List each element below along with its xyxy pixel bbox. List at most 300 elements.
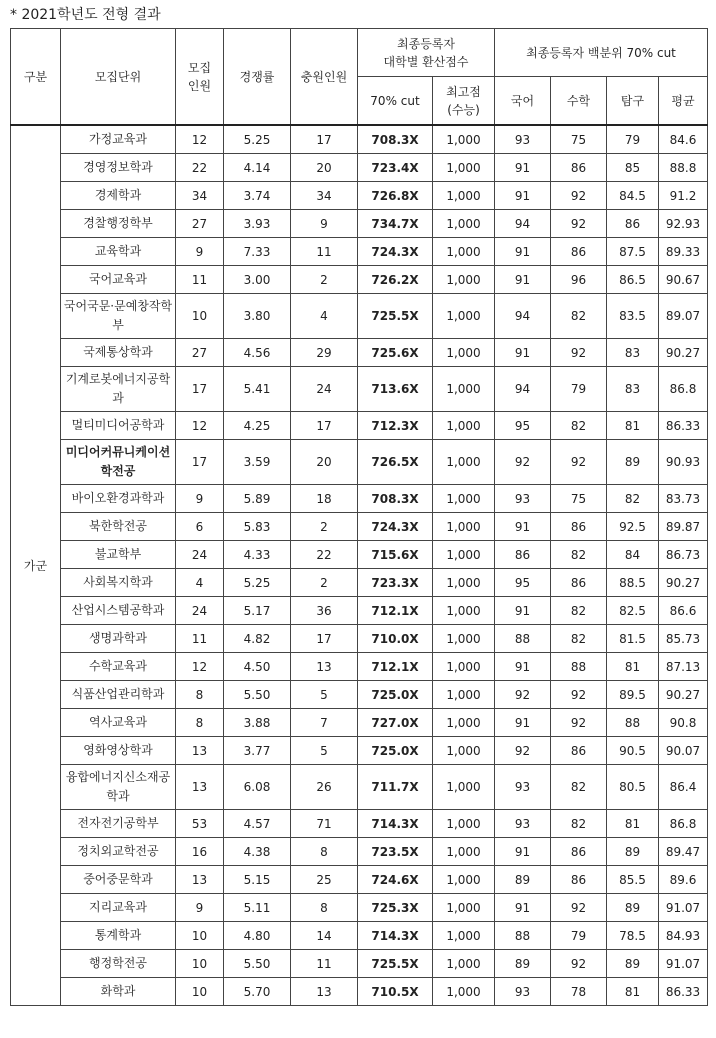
cell-average: 86.33: [659, 978, 708, 1006]
cell-max: 1,000: [433, 294, 495, 339]
cell-average: 84.6: [659, 125, 708, 154]
cell-unit: 국어국문·문예창작학부: [61, 294, 176, 339]
cell-quota: 17: [176, 367, 224, 412]
cell-max: 1,000: [433, 266, 495, 294]
cell-average: 90.93: [659, 440, 708, 485]
cell-cut70: 712.3X: [358, 412, 433, 440]
cell-inquiry: 83.5: [607, 294, 659, 339]
cell-quota: 8: [176, 709, 224, 737]
cell-average: 90.27: [659, 569, 708, 597]
cell-math: 79: [551, 922, 607, 950]
cell-unit: 경찰행정학부: [61, 210, 176, 238]
cell-max: 1,000: [433, 838, 495, 866]
header-math: 수학: [551, 77, 607, 126]
cell-inquiry: 84: [607, 541, 659, 569]
cell-korean: 91: [495, 238, 551, 266]
cell-unit: 가정교육과: [61, 125, 176, 154]
cell-competition: 3.93: [224, 210, 291, 238]
cell-competition: 5.89: [224, 485, 291, 513]
cell-extra: 25: [291, 866, 358, 894]
cell-extra: 17: [291, 625, 358, 653]
table-row: [11, 266, 708, 294]
cell-max: 1,000: [433, 894, 495, 922]
cell-quota: 13: [176, 765, 224, 810]
cell-average: 92.93: [659, 210, 708, 238]
cell-korean: 92: [495, 681, 551, 709]
header-max-line2: (수능): [447, 102, 480, 117]
cell-average: 85.73: [659, 625, 708, 653]
cell-cut70: 714.3X: [358, 922, 433, 950]
cell-competition: 4.33: [224, 541, 291, 569]
cell-extra: 22: [291, 541, 358, 569]
cell-inquiry: 89: [607, 838, 659, 866]
cell-korean: 94: [495, 210, 551, 238]
cell-average: 86.8: [659, 367, 708, 412]
cell-cut70: 724.3X: [358, 238, 433, 266]
cell-max: 1,000: [433, 950, 495, 978]
header-competition: 경쟁률: [224, 29, 291, 126]
cell-quota: 9: [176, 894, 224, 922]
header-final-score: [358, 29, 495, 77]
cell-competition: 5.41: [224, 367, 291, 412]
cell-cut70: 713.6X: [358, 367, 433, 412]
cell-unit: 국어교육과: [61, 266, 176, 294]
table-row: [11, 737, 708, 765]
cell-max: 1,000: [433, 541, 495, 569]
cell-max: 1,000: [433, 810, 495, 838]
cell-korean: 94: [495, 367, 551, 412]
cell-math: 92: [551, 950, 607, 978]
table-row: [11, 339, 708, 367]
cell-max: 1,000: [433, 765, 495, 810]
cell-korean: 95: [495, 412, 551, 440]
header-gubun: 구분: [11, 29, 61, 126]
cell-average: 83.73: [659, 485, 708, 513]
cell-inquiry: 81: [607, 653, 659, 681]
cell-average: 90.8: [659, 709, 708, 737]
cell-korean: 93: [495, 485, 551, 513]
header-percentile: 최종등록자 백분위 70% cut: [495, 29, 708, 77]
cell-math: 92: [551, 182, 607, 210]
cell-extra: 8: [291, 838, 358, 866]
table-row: [11, 653, 708, 681]
cell-korean: 92: [495, 440, 551, 485]
cell-max: 1,000: [433, 569, 495, 597]
cell-inquiry: 82: [607, 485, 659, 513]
cell-unit: 미디어커뮤니케이션학전공: [61, 440, 176, 485]
cell-extra: 71: [291, 810, 358, 838]
cell-cut70: 726.8X: [358, 182, 433, 210]
cell-max: 1,000: [433, 681, 495, 709]
table-row: [11, 182, 708, 210]
cell-korean: 93: [495, 810, 551, 838]
cell-cut70: 725.6X: [358, 339, 433, 367]
cell-max: 1,000: [433, 866, 495, 894]
cell-extra: 14: [291, 922, 358, 950]
cell-inquiry: 89.5: [607, 681, 659, 709]
cell-korean: 91: [495, 182, 551, 210]
cell-inquiry: 83: [607, 367, 659, 412]
cell-extra: 24: [291, 367, 358, 412]
header-max-line1: 최고점: [446, 84, 481, 99]
table-row: [11, 440, 708, 485]
cell-inquiry: 78.5: [607, 922, 659, 950]
cell-average: 91.07: [659, 894, 708, 922]
cell-inquiry: 89: [607, 894, 659, 922]
cell-inquiry: 81: [607, 810, 659, 838]
cell-unit: 통계학과: [61, 922, 176, 950]
cell-unit: 영화영상학과: [61, 737, 176, 765]
header-unit: 모집단위: [61, 29, 176, 126]
cell-extra: 20: [291, 440, 358, 485]
cell-unit: 정치외교학전공: [61, 838, 176, 866]
cell-inquiry: 83: [607, 339, 659, 367]
cell-unit: 행정학전공: [61, 950, 176, 978]
cell-unit: 불교학부: [61, 541, 176, 569]
cell-average: 90.27: [659, 681, 708, 709]
document-caption: * 2021학년도 전형 결과: [10, 7, 161, 23]
cell-quota: 10: [176, 922, 224, 950]
cell-extra: 11: [291, 950, 358, 978]
cell-max: 1,000: [433, 737, 495, 765]
cell-competition: 4.57: [224, 810, 291, 838]
cell-unit: 산업시스템공학과: [61, 597, 176, 625]
cell-average: 86.4: [659, 765, 708, 810]
cell-math: 92: [551, 210, 607, 238]
cell-inquiry: 89: [607, 950, 659, 978]
cell-math: 86: [551, 838, 607, 866]
cell-extra: 9: [291, 210, 358, 238]
cell-competition: 3.59: [224, 440, 291, 485]
cell-math: 88: [551, 653, 607, 681]
cell-unit: 융합에너지신소재공학과: [61, 765, 176, 810]
table-row: [11, 238, 708, 266]
cell-competition: 7.33: [224, 238, 291, 266]
cell-extra: 5: [291, 737, 358, 765]
cell-math: 82: [551, 625, 607, 653]
cell-math: 86: [551, 737, 607, 765]
cell-cut70: 708.3X: [358, 485, 433, 513]
cell-competition: 5.25: [224, 125, 291, 154]
header-inquiry: 탐구: [607, 77, 659, 126]
cell-max: 1,000: [433, 339, 495, 367]
cell-unit: 바이오환경과학과: [61, 485, 176, 513]
cell-cut70: 724.3X: [358, 513, 433, 541]
cell-cut70: 725.0X: [358, 737, 433, 765]
cell-cut70: 725.3X: [358, 894, 433, 922]
cell-inquiry: 85: [607, 154, 659, 182]
cell-average: 89.47: [659, 838, 708, 866]
cell-competition: 4.50: [224, 653, 291, 681]
table-row: [11, 950, 708, 978]
cell-competition: 5.15: [224, 866, 291, 894]
cell-average: 86.6: [659, 597, 708, 625]
cell-inquiry: 84.5: [607, 182, 659, 210]
admission-results-table: [10, 28, 708, 1006]
cell-quota: 16: [176, 838, 224, 866]
cell-math: 82: [551, 412, 607, 440]
cell-average: 86.33: [659, 412, 708, 440]
cell-quota: 9: [176, 485, 224, 513]
cell-quota: 8: [176, 681, 224, 709]
cell-average: 87.13: [659, 653, 708, 681]
cell-korean: 91: [495, 597, 551, 625]
cell-quota: 13: [176, 866, 224, 894]
cell-competition: 3.74: [224, 182, 291, 210]
cell-quota: 4: [176, 569, 224, 597]
cell-competition: 3.77: [224, 737, 291, 765]
cell-average: 90.27: [659, 339, 708, 367]
table-row: [11, 681, 708, 709]
cell-cut70: 724.6X: [358, 866, 433, 894]
cell-quota: 10: [176, 978, 224, 1006]
table-row: [11, 412, 708, 440]
cell-inquiry: 81: [607, 412, 659, 440]
cell-math: 82: [551, 597, 607, 625]
cell-quota: 10: [176, 950, 224, 978]
cell-average: 90.07: [659, 737, 708, 765]
cell-max: 1,000: [433, 513, 495, 541]
cell-extra: 7: [291, 709, 358, 737]
cell-korean: 88: [495, 625, 551, 653]
cell-inquiry: 86.5: [607, 266, 659, 294]
table-row: [11, 597, 708, 625]
cell-cut70: 734.7X: [358, 210, 433, 238]
cell-cut70: 727.0X: [358, 709, 433, 737]
cell-unit: 수학교육과: [61, 653, 176, 681]
cell-competition: 5.70: [224, 978, 291, 1006]
cell-korean: 91: [495, 838, 551, 866]
cell-inquiry: 88.5: [607, 569, 659, 597]
cell-korean: 95: [495, 569, 551, 597]
cell-competition: 3.00: [224, 266, 291, 294]
cell-average: 90.67: [659, 266, 708, 294]
cell-unit: 지리교육과: [61, 894, 176, 922]
cell-extra: 17: [291, 412, 358, 440]
cell-quota: 6: [176, 513, 224, 541]
cell-inquiry: 81.5: [607, 625, 659, 653]
cell-quota: 10: [176, 294, 224, 339]
cell-cut70: 712.1X: [358, 653, 433, 681]
table-row: [11, 513, 708, 541]
table-body: [11, 125, 708, 1006]
cell-inquiry: 85.5: [607, 866, 659, 894]
cell-quota: 22: [176, 154, 224, 182]
cell-cut70: 723.3X: [358, 569, 433, 597]
cell-inquiry: 88: [607, 709, 659, 737]
cell-inquiry: 82.5: [607, 597, 659, 625]
cell-cut70: 726.5X: [358, 440, 433, 485]
cell-competition: 4.38: [224, 838, 291, 866]
cell-quota: 11: [176, 266, 224, 294]
header-quota-line2: 인원: [187, 78, 212, 93]
cell-quota: 13: [176, 737, 224, 765]
cell-unit: 기계로봇에너지공학과: [61, 367, 176, 412]
cell-korean: 91: [495, 894, 551, 922]
cell-korean: 91: [495, 653, 551, 681]
table-row: [11, 838, 708, 866]
cell-average: 88.8: [659, 154, 708, 182]
cell-korean: 94: [495, 294, 551, 339]
cell-competition: 4.14: [224, 154, 291, 182]
cell-math: 92: [551, 894, 607, 922]
cell-korean: 91: [495, 709, 551, 737]
cell-math: 92: [551, 440, 607, 485]
cell-quota: 12: [176, 653, 224, 681]
cell-korean: 92: [495, 737, 551, 765]
cell-math: 82: [551, 541, 607, 569]
cell-extra: 2: [291, 513, 358, 541]
cell-korean: 91: [495, 266, 551, 294]
cell-max: 1,000: [433, 978, 495, 1006]
cell-quota: 53: [176, 810, 224, 838]
cell-korean: 91: [495, 339, 551, 367]
group-label: 가군: [11, 125, 61, 1006]
cell-cut70: 725.0X: [358, 681, 433, 709]
cell-competition: 5.50: [224, 681, 291, 709]
cell-math: 82: [551, 294, 607, 339]
cell-average: 89.07: [659, 294, 708, 339]
cell-inquiry: 79: [607, 125, 659, 154]
cell-korean: 89: [495, 866, 551, 894]
header-korean: 국어: [495, 77, 551, 126]
cell-quota: 11: [176, 625, 224, 653]
cell-competition: 4.80: [224, 922, 291, 950]
cell-korean: 93: [495, 125, 551, 154]
cell-average: 91.2: [659, 182, 708, 210]
cell-extra: 20: [291, 154, 358, 182]
cell-math: 96: [551, 266, 607, 294]
table-row: [11, 210, 708, 238]
table-row: [11, 625, 708, 653]
cell-quota: 17: [176, 440, 224, 485]
cell-competition: 4.82: [224, 625, 291, 653]
header-extra: 충원인원: [291, 29, 358, 126]
cell-max: 1,000: [433, 210, 495, 238]
cell-unit: 멀티미디어공학과: [61, 412, 176, 440]
cell-math: 86: [551, 513, 607, 541]
cell-cut70: 725.5X: [358, 950, 433, 978]
cell-competition: 3.80: [224, 294, 291, 339]
cell-average: 86.8: [659, 810, 708, 838]
cell-extra: 26: [291, 765, 358, 810]
cell-math: 86: [551, 154, 607, 182]
cell-math: 75: [551, 125, 607, 154]
cell-quota: 27: [176, 339, 224, 367]
cell-extra: 29: [291, 339, 358, 367]
table-row: [11, 922, 708, 950]
cell-max: 1,000: [433, 238, 495, 266]
cell-inquiry: 86: [607, 210, 659, 238]
header-max: [433, 77, 495, 126]
header-cut70: 70% cut: [358, 77, 433, 126]
cell-math: 92: [551, 339, 607, 367]
cell-extra: 17: [291, 125, 358, 154]
cell-average: 91.07: [659, 950, 708, 978]
table-row: [11, 866, 708, 894]
cell-average: 89.6: [659, 866, 708, 894]
cell-cut70: 710.0X: [358, 625, 433, 653]
header-average: 평균: [659, 77, 708, 126]
cell-unit: 경영정보학과: [61, 154, 176, 182]
cell-inquiry: 92.5: [607, 513, 659, 541]
cell-unit: 국제통상학과: [61, 339, 176, 367]
cell-cut70: 708.3X: [358, 125, 433, 154]
cell-korean: 88: [495, 922, 551, 950]
cell-math: 86: [551, 866, 607, 894]
table-row: [11, 810, 708, 838]
cell-cut70: 711.7X: [358, 765, 433, 810]
cell-max: 1,000: [433, 125, 495, 154]
cell-inquiry: 90.5: [607, 737, 659, 765]
cell-max: 1,000: [433, 485, 495, 513]
table-row: [11, 894, 708, 922]
cell-math: 82: [551, 810, 607, 838]
cell-cut70: 723.5X: [358, 838, 433, 866]
cell-extra: 13: [291, 653, 358, 681]
table-row: [11, 294, 708, 339]
cell-extra: 11: [291, 238, 358, 266]
cell-average: 89.33: [659, 238, 708, 266]
cell-competition: 4.56: [224, 339, 291, 367]
cell-cut70: 725.5X: [358, 294, 433, 339]
cell-unit: 역사교육과: [61, 709, 176, 737]
cell-math: 82: [551, 765, 607, 810]
cell-math: 78: [551, 978, 607, 1006]
header-quota-line1: 모집: [187, 60, 212, 75]
cell-max: 1,000: [433, 922, 495, 950]
cell-competition: 5.25: [224, 569, 291, 597]
cell-unit: 생명과학과: [61, 625, 176, 653]
cell-math: 79: [551, 367, 607, 412]
cell-max: 1,000: [433, 597, 495, 625]
cell-inquiry: 87.5: [607, 238, 659, 266]
cell-extra: 36: [291, 597, 358, 625]
table-row: [11, 541, 708, 569]
cell-average: 84.93: [659, 922, 708, 950]
cell-quota: 12: [176, 125, 224, 154]
table-row: [11, 569, 708, 597]
cell-max: 1,000: [433, 154, 495, 182]
table-row: [11, 978, 708, 1006]
cell-quota: 27: [176, 210, 224, 238]
cell-extra: 13: [291, 978, 358, 1006]
cell-quota: 24: [176, 597, 224, 625]
cell-cut70: 714.3X: [358, 810, 433, 838]
cell-competition: 5.50: [224, 950, 291, 978]
cell-extra: 34: [291, 182, 358, 210]
table-row: [11, 125, 708, 154]
cell-unit: 북한학전공: [61, 513, 176, 541]
cell-unit: 화학과: [61, 978, 176, 1006]
cell-extra: 2: [291, 266, 358, 294]
cell-math: 92: [551, 709, 607, 737]
cell-max: 1,000: [433, 709, 495, 737]
cell-math: 86: [551, 569, 607, 597]
cell-quota: 24: [176, 541, 224, 569]
cell-cut70: 723.4X: [358, 154, 433, 182]
cell-quota: 9: [176, 238, 224, 266]
cell-extra: 8: [291, 894, 358, 922]
cell-max: 1,000: [433, 367, 495, 412]
cell-unit: 교육학과: [61, 238, 176, 266]
cell-cut70: 726.2X: [358, 266, 433, 294]
cell-math: 75: [551, 485, 607, 513]
cell-unit: 경제학과: [61, 182, 176, 210]
cell-unit: 중어중문학과: [61, 866, 176, 894]
cell-math: 86: [551, 238, 607, 266]
cell-competition: 3.88: [224, 709, 291, 737]
